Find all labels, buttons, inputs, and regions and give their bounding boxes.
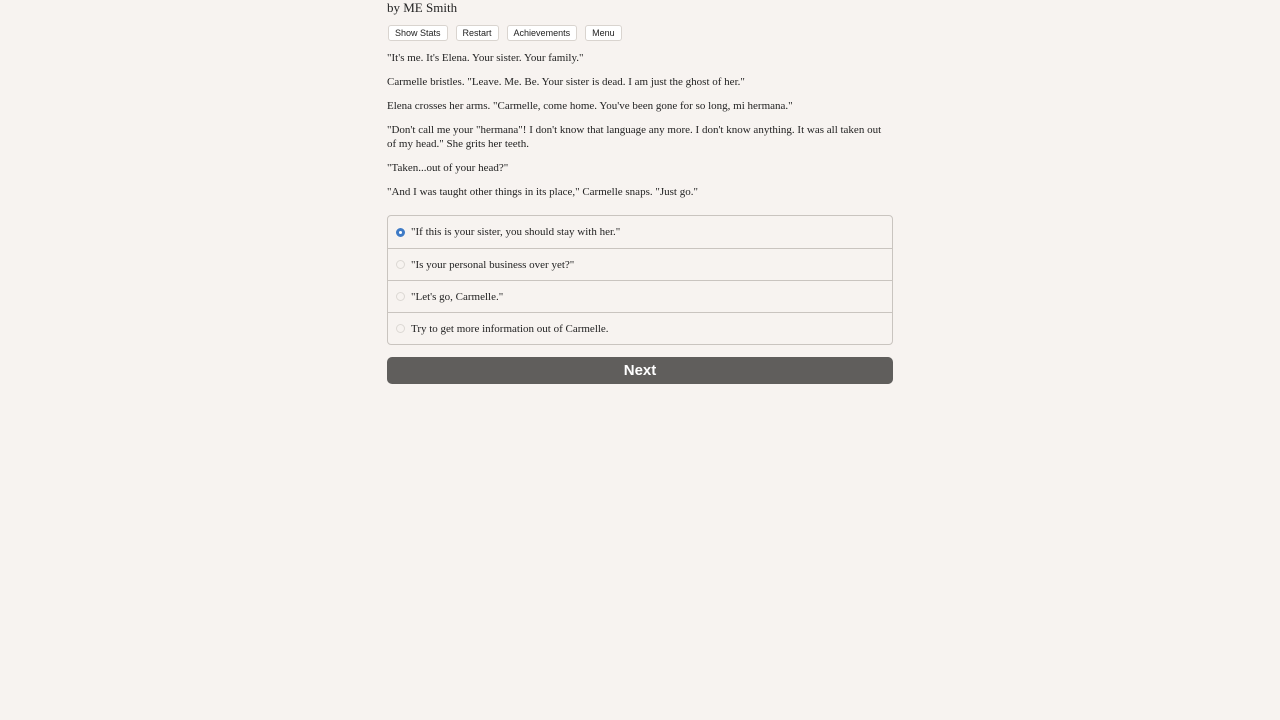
achievements-button[interactable]: Achievements [507,25,578,41]
story-paragraph: Carmelle bristles. "Leave. Me. Be. Your sister is dead. I am just the ghost of her." [387,76,745,88]
menu-button[interactable]: Menu [585,25,622,41]
choice-label: "Let's go, Carmelle." [411,290,504,303]
story-paragraph: "Don't call me your "hermana"! I don't know that language any more. I don't know anything. It was all taken out of my head." She grits her teeth. [387,124,882,150]
choice-list [387,215,893,345]
choice-option[interactable] [388,312,892,344]
radio-selected-icon[interactable] [396,228,405,237]
game-container [387,0,893,384]
story-paragraph: "Taken...out of your head?" [387,162,509,174]
story-paragraph: Elena crosses her arms. "Carmelle, come home. You've been gone for so long, mi hermana." [387,100,793,112]
restart-button[interactable]: Restart [456,25,499,41]
next-button[interactable]: Next [387,357,893,384]
choice-label: "Is your personal business over yet?" [411,258,575,271]
radio-icon[interactable] [396,260,405,269]
show-stats-button[interactable]: Show Stats [388,25,448,41]
radio-icon[interactable] [396,324,405,333]
author-line: by ME Smith [387,0,458,15]
story-paragraph: "And I was taught other things in its place," Carmelle snaps. "Just go." [387,186,698,198]
radio-icon[interactable] [396,292,405,301]
story-paragraph: "It's me. It's Elena. Your sister. Your family." [387,52,584,64]
toolbar [387,25,893,41]
choice-option[interactable] [388,248,892,280]
choice-option[interactable] [388,216,892,248]
choice-label: Try to get more information out of Carmelle. [411,322,609,335]
story-text [387,51,893,199]
choice-option[interactable] [388,280,892,312]
choice-label: "If this is your sister, you should stay with her." [411,226,621,238]
